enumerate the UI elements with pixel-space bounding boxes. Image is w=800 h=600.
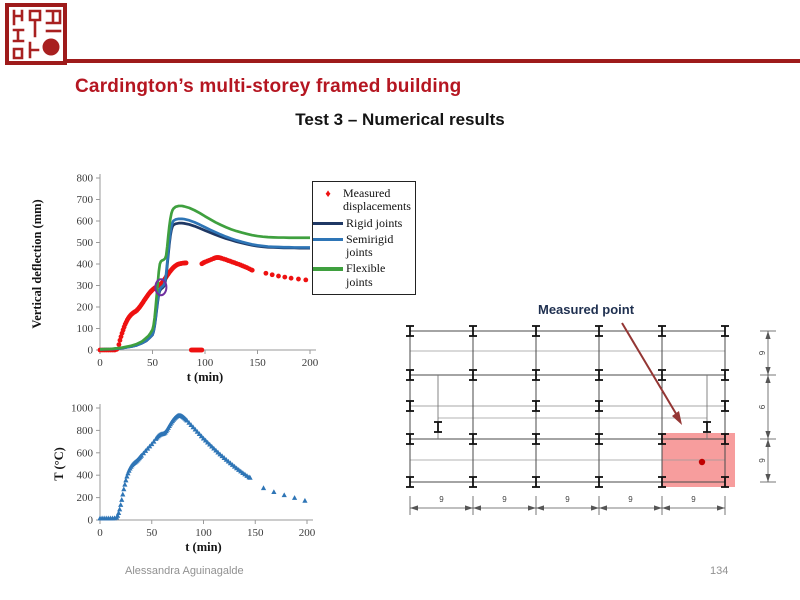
bay-width-label: 9 bbox=[439, 495, 444, 504]
legend-item bbox=[313, 233, 413, 260]
x-tick-label: 50 bbox=[146, 527, 158, 539]
footer-page-number: 134 bbox=[710, 565, 729, 577]
bay-depth-label: 6 bbox=[757, 458, 766, 463]
y-tick-label: 100 bbox=[76, 323, 93, 335]
y-tick-label: 300 bbox=[76, 280, 93, 292]
series-rigid-joints bbox=[100, 223, 310, 349]
legend-label: Semirigid joints bbox=[346, 231, 394, 260]
bay-width-label: 9 bbox=[502, 495, 507, 504]
y-tick-label: 800 bbox=[76, 172, 93, 185]
y-tick-label: 200 bbox=[76, 301, 93, 314]
x-tick-label: 100 bbox=[196, 357, 214, 369]
y-tick-label: 200 bbox=[76, 492, 93, 505]
chart-legend bbox=[312, 181, 416, 295]
x-axis-title: t (min) bbox=[186, 370, 224, 384]
bay-width-label: 9 bbox=[628, 495, 633, 504]
y-tick-label: 600 bbox=[76, 447, 93, 460]
x-tick-label: 50 bbox=[147, 357, 158, 369]
y-tick-label: 700 bbox=[76, 194, 93, 206]
measured-point-label: Measured point bbox=[538, 302, 635, 317]
legend-label: Flexible joints bbox=[346, 261, 386, 289]
legend-item bbox=[313, 187, 413, 214]
x-tick-label: 150 bbox=[249, 357, 266, 369]
y-tick-label: 800 bbox=[76, 424, 93, 437]
legend-label: Measured displacements bbox=[343, 186, 411, 214]
line-marker-icon bbox=[313, 267, 343, 270]
x-tick-label: 200 bbox=[301, 357, 319, 369]
header-rule bbox=[64, 59, 800, 63]
line-marker-icon bbox=[313, 238, 343, 241]
deflection-chart bbox=[28, 158, 428, 396]
legend-item bbox=[313, 217, 413, 230]
y-tick-label: 400 bbox=[76, 258, 93, 271]
bay-width-label: 9 bbox=[565, 495, 570, 504]
y-tick-label: 500 bbox=[76, 237, 93, 249]
floor-plan-diagram bbox=[395, 293, 800, 533]
x-tick-label: 0 bbox=[97, 357, 103, 369]
x-tick-label: 150 bbox=[247, 527, 264, 539]
measured-point-dot bbox=[699, 459, 705, 465]
x-axis-title: t (min) bbox=[185, 540, 222, 554]
bay-depth-label: 6 bbox=[757, 350, 766, 356]
x-tick-label: 100 bbox=[195, 527, 212, 539]
bay-width-label: 9 bbox=[691, 495, 696, 504]
legend-item bbox=[313, 262, 413, 289]
line-marker-icon bbox=[313, 222, 343, 225]
diamond-marker-icon: ♦ bbox=[325, 188, 331, 200]
y-tick-label: 0 bbox=[87, 344, 93, 357]
seal-stamp-icon bbox=[5, 3, 67, 65]
series-temperature bbox=[97, 413, 307, 521]
page-title: Cardington’s multi-storey framed building bbox=[75, 76, 462, 97]
column-symbol bbox=[703, 422, 711, 432]
y-tick-label: 600 bbox=[76, 215, 93, 228]
x-tick-label: 0 bbox=[97, 527, 103, 539]
legend-label: Rigid joints bbox=[346, 215, 403, 230]
floor-plan-svg bbox=[395, 293, 800, 533]
y-axis-title: T (°C) bbox=[52, 447, 66, 481]
measured-point-arrow bbox=[622, 323, 678, 417]
temperature-chart bbox=[50, 388, 360, 564]
slide-subtitle: Test 3 – Numerical results bbox=[295, 110, 505, 129]
column-symbol bbox=[434, 422, 442, 432]
y-tick-label: 0 bbox=[87, 514, 93, 527]
temperature-chart-svg bbox=[50, 388, 360, 564]
y-tick-label: 400 bbox=[76, 469, 93, 482]
series-measured-displacements bbox=[98, 255, 309, 352]
y-axis-title: Vertical deflection (mm) bbox=[30, 199, 44, 329]
footer-author: Alessandra Aguinagalde bbox=[125, 565, 244, 577]
bay-depth-label: 9 bbox=[757, 404, 766, 410]
y-tick-label: 1000 bbox=[71, 402, 93, 415]
x-tick-label: 200 bbox=[298, 527, 316, 539]
